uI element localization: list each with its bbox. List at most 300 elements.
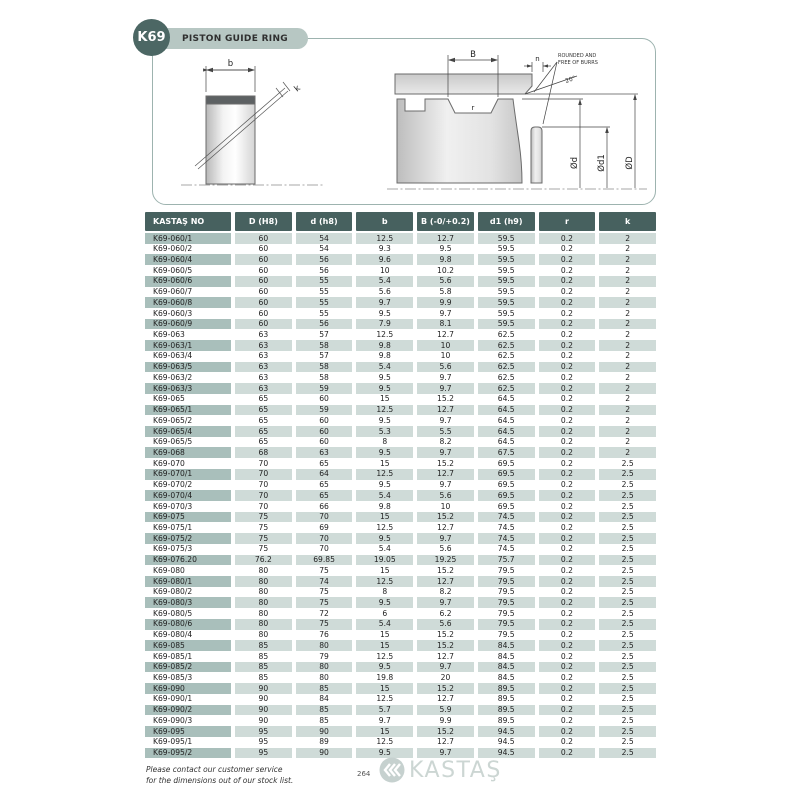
dimension-cell: 12.7 bbox=[417, 405, 474, 416]
table-row bbox=[145, 480, 656, 491]
dimension-cell: 0.2 bbox=[539, 362, 596, 373]
dimension-cell: 0.2 bbox=[560, 737, 573, 747]
dimension-cell: 80 bbox=[235, 597, 292, 608]
table-row bbox=[145, 372, 656, 383]
dimension-cell: 63 bbox=[235, 362, 292, 373]
dimension-cell: 79.5 bbox=[497, 630, 515, 640]
dimension-cell: 60 bbox=[319, 415, 329, 425]
dimension-cell: 0.2 bbox=[560, 372, 573, 382]
dimension-cell: 0.2 bbox=[539, 705, 596, 716]
dimension-cell: 0.2 bbox=[539, 576, 596, 587]
dimension-cell: 84.5 bbox=[497, 673, 515, 683]
dimension-cell: 12.5 bbox=[376, 737, 394, 747]
dimension-cell: 80 bbox=[235, 576, 292, 587]
dimension-cell: 2.5 bbox=[621, 715, 634, 725]
dimension-cell: 2.5 bbox=[599, 469, 656, 480]
part-number-cell: K69-090 bbox=[145, 683, 231, 694]
dim-b-label: b bbox=[227, 59, 234, 69]
dimension-cell: 0.2 bbox=[539, 683, 596, 694]
dimension-cell: 9.7 bbox=[417, 383, 474, 394]
dimension-cell: 5.6 bbox=[417, 619, 474, 630]
dim-B-label: B bbox=[470, 50, 476, 60]
part-number-cell: K69-080/2 bbox=[153, 587, 193, 597]
dimension-cell: 59.5 bbox=[478, 233, 535, 244]
dimension-cell: 2.5 bbox=[599, 619, 656, 630]
dimension-cell: 2.5 bbox=[599, 640, 656, 651]
dimension-cell: 0.2 bbox=[560, 544, 573, 554]
dimension-cell: 12.5 bbox=[356, 576, 413, 587]
table-row bbox=[145, 512, 656, 523]
dimension-cell: 2.5 bbox=[599, 512, 656, 523]
dimension-cell: 75 bbox=[296, 619, 353, 630]
dimension-cell: 12.5 bbox=[376, 330, 394, 340]
dimension-cell: 59.5 bbox=[478, 297, 535, 308]
column-header-D: D (H8) bbox=[235, 212, 292, 231]
column-header-r: r bbox=[539, 212, 596, 231]
dimension-cell: 90 bbox=[296, 748, 353, 759]
dimension-cell: 80 bbox=[258, 608, 269, 618]
dimension-cell: 15 bbox=[356, 640, 413, 651]
dimension-cell: 90 bbox=[296, 726, 353, 737]
dimension-cell: 84 bbox=[319, 694, 329, 704]
part-number-cell: K69-080/1 bbox=[145, 576, 231, 587]
dimension-cell: 9.5 bbox=[439, 244, 452, 254]
table-row bbox=[145, 715, 656, 726]
dimension-cell: 5.5 bbox=[417, 426, 474, 437]
column-header-d: d (h8) bbox=[296, 212, 353, 231]
dimension-cell: 0.2 bbox=[539, 555, 596, 566]
dimension-cell: 85 bbox=[258, 673, 269, 683]
column-header-kastas-no: KASTAŞ NO bbox=[145, 212, 231, 231]
table-row bbox=[145, 447, 656, 458]
dimension-cell: 89 bbox=[319, 737, 329, 747]
dimension-cell: 0.2 bbox=[560, 437, 573, 447]
dimension-cell: 2 bbox=[625, 308, 631, 318]
dimension-cell: 60 bbox=[235, 319, 292, 330]
dimension-cell: 90 bbox=[258, 694, 269, 704]
dimension-cell: 64.5 bbox=[497, 394, 515, 404]
table-row bbox=[145, 458, 656, 469]
dimension-cell: 2 bbox=[625, 437, 631, 447]
dimension-cell: 9.8 bbox=[378, 501, 391, 511]
dimension-cell: 9.3 bbox=[378, 244, 391, 254]
dimension-cell: 75 bbox=[235, 533, 292, 544]
page-number: 264 bbox=[357, 770, 371, 778]
dimension-cell: 9.5 bbox=[378, 372, 391, 382]
dimension-cell: 0.2 bbox=[539, 297, 596, 308]
table-row bbox=[145, 265, 656, 276]
dimension-cell: 15 bbox=[379, 565, 390, 575]
installation-diagram bbox=[385, 49, 655, 201]
dimension-cell: 59.5 bbox=[497, 265, 515, 275]
dimension-cell: 15.2 bbox=[437, 458, 454, 468]
dimension-cell: 15.2 bbox=[417, 640, 474, 651]
dimension-cell: 59.5 bbox=[497, 308, 515, 318]
dimension-cell: 15.2 bbox=[417, 512, 474, 523]
dimension-cell: 2.5 bbox=[621, 630, 634, 640]
dimension-cell: 2 bbox=[599, 447, 656, 458]
table-row bbox=[145, 555, 656, 566]
dimension-cell: 9.7 bbox=[439, 308, 452, 318]
dimension-cell: 75 bbox=[319, 587, 329, 597]
part-number-cell: K69-063/2 bbox=[153, 372, 193, 382]
table-row bbox=[145, 705, 656, 716]
dimension-cell: 6 bbox=[382, 608, 388, 618]
part-number-cell: K69-065/2 bbox=[153, 415, 193, 425]
part-number-cell: K69-070/4 bbox=[145, 490, 231, 501]
table-row bbox=[145, 351, 656, 362]
dimension-cell: 5.4 bbox=[356, 619, 413, 630]
dimension-cell: 0.2 bbox=[560, 501, 573, 511]
table-row bbox=[145, 737, 656, 748]
dimension-cell: 63 bbox=[235, 383, 292, 394]
part-number-cell: K69-060/8 bbox=[145, 297, 231, 308]
dimension-cell: 63 bbox=[258, 372, 269, 382]
dimension-cell: 0.2 bbox=[539, 340, 596, 351]
dimension-cell: 70 bbox=[235, 469, 292, 480]
dimension-cell: 79.5 bbox=[497, 608, 515, 618]
dimension-cell: 60 bbox=[235, 254, 292, 265]
dimension-cell: 2 bbox=[599, 297, 656, 308]
dimension-cell: 65 bbox=[319, 480, 329, 490]
dimension-cell: 0.2 bbox=[539, 319, 596, 330]
dimension-cell: 95 bbox=[235, 748, 292, 759]
wear-cap-shape bbox=[206, 96, 255, 104]
dimension-cell: 15 bbox=[379, 458, 390, 468]
part-number-cell: K69-063 bbox=[153, 330, 185, 340]
dimension-cell: 0.2 bbox=[560, 608, 573, 618]
dimension-cell: 59 bbox=[296, 383, 353, 394]
dimension-cell: 2.5 bbox=[621, 587, 634, 597]
dimension-cell: 76 bbox=[319, 630, 329, 640]
dimension-cell: 5.6 bbox=[417, 276, 474, 287]
dimension-cell: 15 bbox=[379, 630, 390, 640]
part-number-cell: K69-085 bbox=[145, 640, 231, 651]
table-row bbox=[145, 608, 656, 619]
table-row bbox=[145, 244, 656, 255]
dimension-cell: 0.2 bbox=[539, 469, 596, 480]
dimension-cell: 70 bbox=[296, 512, 353, 523]
part-number-cell: K69-095 bbox=[145, 726, 231, 737]
dimension-cell: 12.5 bbox=[376, 651, 394, 661]
dimension-cell: 80 bbox=[258, 565, 269, 575]
dimension-cell: 85 bbox=[235, 640, 292, 651]
table-row bbox=[145, 662, 656, 673]
dimension-cell: 0.2 bbox=[539, 640, 596, 651]
table-row bbox=[145, 597, 656, 608]
dimension-cell: 2 bbox=[599, 362, 656, 373]
table-row bbox=[145, 405, 656, 416]
dimension-cell: 9.7 bbox=[378, 715, 391, 725]
dimension-cell: 2.5 bbox=[599, 490, 656, 501]
dimension-cell: 59.5 bbox=[478, 254, 535, 265]
dimension-cell: 74.5 bbox=[497, 522, 515, 532]
table-row bbox=[145, 426, 656, 437]
dimension-cell: 8.2 bbox=[439, 437, 452, 447]
part-number-cell: K69-080/3 bbox=[145, 597, 231, 608]
dimension-cell: 69.5 bbox=[478, 490, 535, 501]
dimension-cell: 69 bbox=[319, 522, 329, 532]
dimension-cell: 2.5 bbox=[599, 662, 656, 673]
part-number-cell: K69-085/1 bbox=[153, 651, 193, 661]
part-number-cell: K69-090/3 bbox=[153, 715, 193, 725]
dimension-cell: 67.5 bbox=[478, 447, 535, 458]
dimension-cell: 0.2 bbox=[539, 233, 596, 244]
dimension-cell: 69.5 bbox=[478, 469, 535, 480]
dimension-cell: 60 bbox=[235, 233, 292, 244]
dimension-cell: 70 bbox=[296, 533, 353, 544]
dimension-cell: 12.5 bbox=[356, 233, 413, 244]
dimension-cell: 5.4 bbox=[356, 362, 413, 373]
dimension-cell: 15.2 bbox=[417, 683, 474, 694]
dimension-cell: 0.2 bbox=[560, 630, 573, 640]
table-row bbox=[145, 415, 656, 426]
dimension-cell: 9.8 bbox=[378, 351, 391, 361]
dimension-cell: 64 bbox=[296, 469, 353, 480]
dimension-cell: 56 bbox=[296, 254, 353, 265]
dimension-cell: 0.2 bbox=[539, 383, 596, 394]
dimension-cell: 12.7 bbox=[437, 694, 454, 704]
dimension-cell: 5.3 bbox=[356, 426, 413, 437]
dimension-cell: 55 bbox=[296, 297, 353, 308]
dimension-cell: 85 bbox=[258, 651, 269, 661]
dimension-cell: 2 bbox=[625, 372, 631, 382]
dimension-cell: 19.25 bbox=[417, 555, 474, 566]
dimension-cell: 12.5 bbox=[376, 522, 394, 532]
dimension-cell: 2 bbox=[599, 426, 656, 437]
dimension-cell: 0.2 bbox=[539, 254, 596, 265]
dimension-cell: 60 bbox=[235, 276, 292, 287]
dimension-cell: 9.5 bbox=[378, 480, 391, 490]
dimension-cell: 2.5 bbox=[599, 533, 656, 544]
dimension-cell: 2 bbox=[625, 265, 631, 275]
dimension-cell: 9.7 bbox=[417, 533, 474, 544]
dimension-cell: 90 bbox=[258, 715, 269, 725]
part-number-cell: K69-060/9 bbox=[145, 319, 231, 330]
dim-d-label: Ød bbox=[570, 156, 580, 170]
part-number-cell: K69-090/2 bbox=[145, 705, 231, 716]
dimension-cell: 0.2 bbox=[539, 447, 596, 458]
dimension-cell: 9.9 bbox=[439, 715, 452, 725]
dimension-cell: 62.5 bbox=[478, 340, 535, 351]
dimension-cell: 58 bbox=[296, 340, 353, 351]
part-number-cell: K69-065 bbox=[153, 394, 185, 404]
dimension-cell: 65 bbox=[235, 405, 292, 416]
dimension-cell: 2 bbox=[625, 244, 631, 254]
dimension-cell: 79 bbox=[319, 651, 329, 661]
column-header-d1: d1 (h9) bbox=[478, 212, 535, 231]
dimension-cell: 0.2 bbox=[539, 512, 596, 523]
dimension-cell: 9.7 bbox=[439, 372, 452, 382]
dimension-cell: 62.5 bbox=[497, 372, 515, 382]
dimension-cell: 89.5 bbox=[478, 705, 535, 716]
dimension-cell: 60 bbox=[258, 265, 269, 275]
part-number-cell: K69-065/5 bbox=[153, 437, 193, 447]
part-number-cell: K69-080/6 bbox=[145, 619, 231, 630]
dimension-cell: 9.7 bbox=[439, 415, 452, 425]
dimension-cell: 80 bbox=[235, 619, 292, 630]
brand-name: KASTAŞ bbox=[409, 757, 502, 783]
dimension-cell: 70 bbox=[258, 480, 269, 490]
dimension-cell: 7.9 bbox=[356, 319, 413, 330]
dimension-cell: 65 bbox=[258, 437, 269, 447]
footer-note bbox=[146, 765, 293, 787]
table-row bbox=[145, 469, 656, 480]
part-number-cell: K69-063/3 bbox=[145, 383, 231, 394]
part-number-cell: K69-075/3 bbox=[153, 544, 193, 554]
dimension-cell: 0.2 bbox=[560, 330, 573, 340]
dimension-cell: 59.5 bbox=[478, 319, 535, 330]
dimension-cell: 2 bbox=[599, 340, 656, 351]
dimension-cell: 9.7 bbox=[417, 597, 474, 608]
dimension-cell: 55 bbox=[319, 308, 329, 318]
dimension-cell: 2 bbox=[625, 415, 631, 425]
table-row bbox=[145, 587, 656, 598]
part-number-cell: K69-060/3 bbox=[153, 308, 193, 318]
dimension-cell: 74.5 bbox=[478, 512, 535, 523]
dimension-cell: 95 bbox=[258, 737, 269, 747]
dimension-cell: 8.2 bbox=[439, 587, 452, 597]
dimension-cell: 20 bbox=[440, 673, 451, 683]
dimension-cell: 9.9 bbox=[417, 297, 474, 308]
dimension-cell: 15 bbox=[379, 394, 390, 404]
table-row bbox=[145, 329, 656, 340]
dimension-cell: 59.5 bbox=[497, 244, 515, 254]
part-number-cell: K69-068 bbox=[145, 447, 231, 458]
dimension-cell: 2 bbox=[599, 319, 656, 330]
dimension-cell: 69.5 bbox=[497, 501, 515, 511]
table-row bbox=[145, 394, 656, 405]
dimension-cell: 0.2 bbox=[560, 308, 573, 318]
dimension-cell: 9.8 bbox=[356, 340, 413, 351]
dimension-cell: 5.6 bbox=[439, 544, 452, 554]
dim-D-label: ØD bbox=[625, 156, 635, 170]
table-row bbox=[145, 576, 656, 587]
dimension-cell: 59.5 bbox=[478, 276, 535, 287]
footer-note-line1: Please contact our customer service bbox=[146, 765, 283, 774]
table-row bbox=[145, 544, 656, 555]
dimension-cell: 5.8 bbox=[439, 287, 452, 297]
dimension-cell: 2.5 bbox=[621, 480, 634, 490]
part-number-cell: K69-060/1 bbox=[145, 233, 231, 244]
dimension-cell: 2.5 bbox=[599, 576, 656, 587]
dimension-cell: 85 bbox=[296, 705, 353, 716]
dimension-cell: 12.7 bbox=[437, 522, 454, 532]
dimension-cell: 10 bbox=[417, 340, 474, 351]
groove-radius-label: r bbox=[471, 104, 475, 112]
part-number-cell: K69-095/2 bbox=[145, 748, 231, 759]
dimension-cell: 89.5 bbox=[497, 694, 515, 704]
dimension-cell: 0.2 bbox=[560, 265, 573, 275]
column-header-B: B (-0/+0.2) bbox=[417, 212, 474, 231]
dimension-cell: 74.5 bbox=[497, 544, 515, 554]
dimension-cell: 60 bbox=[296, 426, 353, 437]
dimension-cell: 0.2 bbox=[560, 394, 573, 404]
part-number-cell: K69-070/1 bbox=[145, 469, 231, 480]
part-number-cell: K69-060/2 bbox=[153, 244, 193, 254]
dimension-cell: 84.5 bbox=[497, 651, 515, 661]
table-row bbox=[145, 630, 656, 641]
dim-n-label: n bbox=[535, 55, 540, 63]
dimension-cell: 74.5 bbox=[478, 533, 535, 544]
dimension-cell: 72 bbox=[319, 608, 329, 618]
table-row bbox=[145, 501, 656, 512]
dimension-cell: 9.7 bbox=[417, 447, 474, 458]
dimension-cell: 2 bbox=[599, 383, 656, 394]
dimension-cell: 60 bbox=[258, 308, 269, 318]
dimension-cell: 63 bbox=[258, 351, 269, 361]
brand-logo bbox=[378, 756, 502, 784]
part-number-cell: K69-075/2 bbox=[145, 533, 231, 544]
dimension-cell: 9.5 bbox=[378, 308, 391, 318]
table-row bbox=[145, 672, 656, 683]
dimension-cell: 75 bbox=[319, 565, 329, 575]
table-body bbox=[145, 233, 656, 758]
dimension-cell: 9.8 bbox=[417, 254, 474, 265]
dimension-cell: 57 bbox=[319, 330, 329, 340]
dimension-cell: 2.5 bbox=[621, 608, 634, 618]
part-number-cell: K69-076.20 bbox=[145, 555, 231, 566]
dimension-cell: 58 bbox=[319, 372, 329, 382]
dimension-cell: 64.5 bbox=[497, 437, 515, 447]
dimension-cell: 65 bbox=[258, 394, 269, 404]
dimension-cell: 85 bbox=[235, 662, 292, 673]
part-number-cell: K69-063/1 bbox=[145, 340, 231, 351]
part-number-cell: K69-080 bbox=[153, 565, 185, 575]
dimension-cell: 63 bbox=[258, 330, 269, 340]
dimension-cell: 12.7 bbox=[437, 651, 454, 661]
footer-note-line2: for the dimensions out of our stock list. bbox=[146, 775, 294, 785]
dimension-cell: 55 bbox=[296, 276, 353, 287]
dimension-cell: 63 bbox=[296, 447, 353, 458]
dimension-cell: 70 bbox=[258, 501, 269, 511]
dimension-cell: 60 bbox=[319, 394, 329, 404]
dimension-cell: 94.5 bbox=[478, 748, 535, 759]
dimension-cell: 15 bbox=[356, 726, 413, 737]
dimension-cell: 15.2 bbox=[437, 565, 454, 575]
dimension-cell: 2.5 bbox=[621, 458, 634, 468]
table-row bbox=[145, 437, 656, 448]
dimension-cell: 54 bbox=[319, 244, 329, 254]
dimension-cell: 9.7 bbox=[356, 297, 413, 308]
table-row bbox=[145, 362, 656, 373]
dimension-cell: 79.5 bbox=[478, 576, 535, 587]
dimension-cell: 9.7 bbox=[417, 662, 474, 673]
table-row bbox=[145, 694, 656, 705]
dimension-cell: 59.5 bbox=[497, 287, 515, 297]
dimension-cell: 64.5 bbox=[497, 415, 515, 425]
dimension-cell: 90 bbox=[235, 683, 292, 694]
dimension-cell: 2.5 bbox=[599, 705, 656, 716]
dimension-cell: 2.5 bbox=[621, 544, 634, 554]
dimension-cell: 5.9 bbox=[417, 705, 474, 716]
dimension-cell: 65 bbox=[319, 458, 329, 468]
brand-chevrons-icon bbox=[378, 756, 406, 784]
table-row bbox=[145, 287, 656, 298]
dimension-cell: 80 bbox=[258, 587, 269, 597]
dimension-cell: 0.2 bbox=[560, 565, 573, 575]
dimension-cell: 62.5 bbox=[478, 383, 535, 394]
dimension-cell: 6.2 bbox=[439, 608, 452, 618]
table-row bbox=[145, 490, 656, 501]
dimension-cell: 0.2 bbox=[539, 726, 596, 737]
dimension-cell: 8 bbox=[382, 437, 388, 447]
dimension-cell: 2 bbox=[599, 254, 656, 265]
part-number-cell: K69-075 bbox=[145, 512, 231, 523]
dimension-cell: 0.2 bbox=[560, 522, 573, 532]
part-number-cell: K69-090/1 bbox=[153, 694, 193, 704]
part-number-cell: K69-065/1 bbox=[145, 405, 231, 416]
